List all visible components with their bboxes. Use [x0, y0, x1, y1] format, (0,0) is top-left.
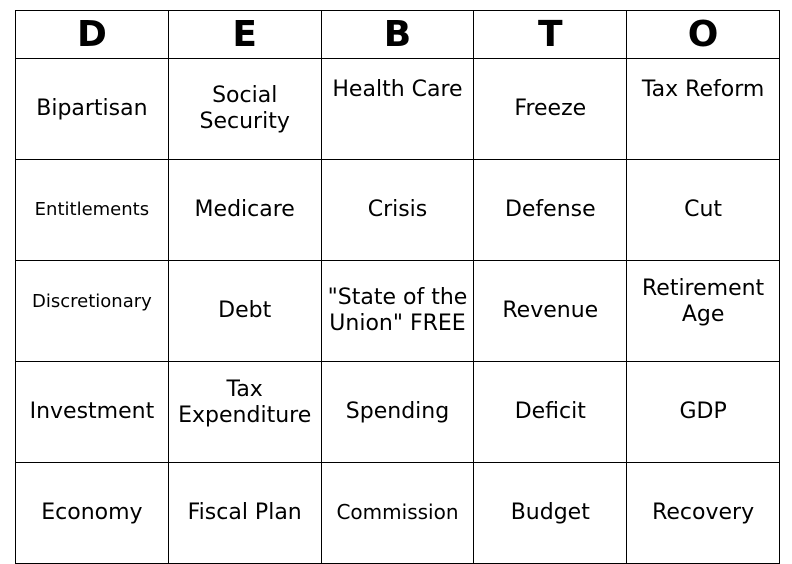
header-row — [16, 11, 780, 59]
bingo-square: Fiscal Plan — [168, 463, 321, 564]
bingo-square: Recovery — [627, 463, 780, 564]
bingo-square: Cut — [627, 160, 780, 261]
bingo-square: Entitlements — [16, 160, 169, 261]
bingo-square: Tax Expenditure — [168, 362, 321, 463]
bingo-square: Defense — [474, 160, 627, 261]
bingo-row — [16, 59, 780, 160]
bingo-row — [16, 463, 780, 564]
bingo-square: Spending — [321, 362, 474, 463]
bingo-square: Economy — [16, 463, 169, 564]
bingo-square: Freeze — [474, 59, 627, 160]
bingo-row — [16, 362, 780, 463]
bingo-square: GDP — [627, 362, 780, 463]
header-letter-t: T — [474, 11, 627, 59]
bingo-square: Crisis — [321, 160, 474, 261]
header-letter-e: E — [168, 11, 321, 59]
bingo-square: Revenue — [474, 261, 627, 362]
bingo-square-free: "State of the Union" FREE — [321, 261, 474, 362]
bingo-row — [16, 160, 780, 261]
bingo-square: Health Care — [321, 59, 474, 160]
bingo-square: Budget — [474, 463, 627, 564]
bingo-square: Investment — [16, 362, 169, 463]
bingo-square: Bipartisan — [16, 59, 169, 160]
bingo-square: Social Security — [168, 59, 321, 160]
header-letter-b: B — [321, 11, 474, 59]
bingo-square: Commission — [321, 463, 474, 564]
bingo-square: Tax Reform — [627, 59, 780, 160]
bingo-square: Deficit — [474, 362, 627, 463]
bingo-square: Retirement Age — [627, 261, 780, 362]
bingo-square: Debt — [168, 261, 321, 362]
bingo-square: Medicare — [168, 160, 321, 261]
header-letter-d: D — [16, 11, 169, 59]
bingo-card — [15, 10, 780, 564]
bingo-row — [16, 261, 780, 362]
bingo-square: Discretionary — [16, 261, 169, 362]
header-letter-o: O — [627, 11, 780, 59]
